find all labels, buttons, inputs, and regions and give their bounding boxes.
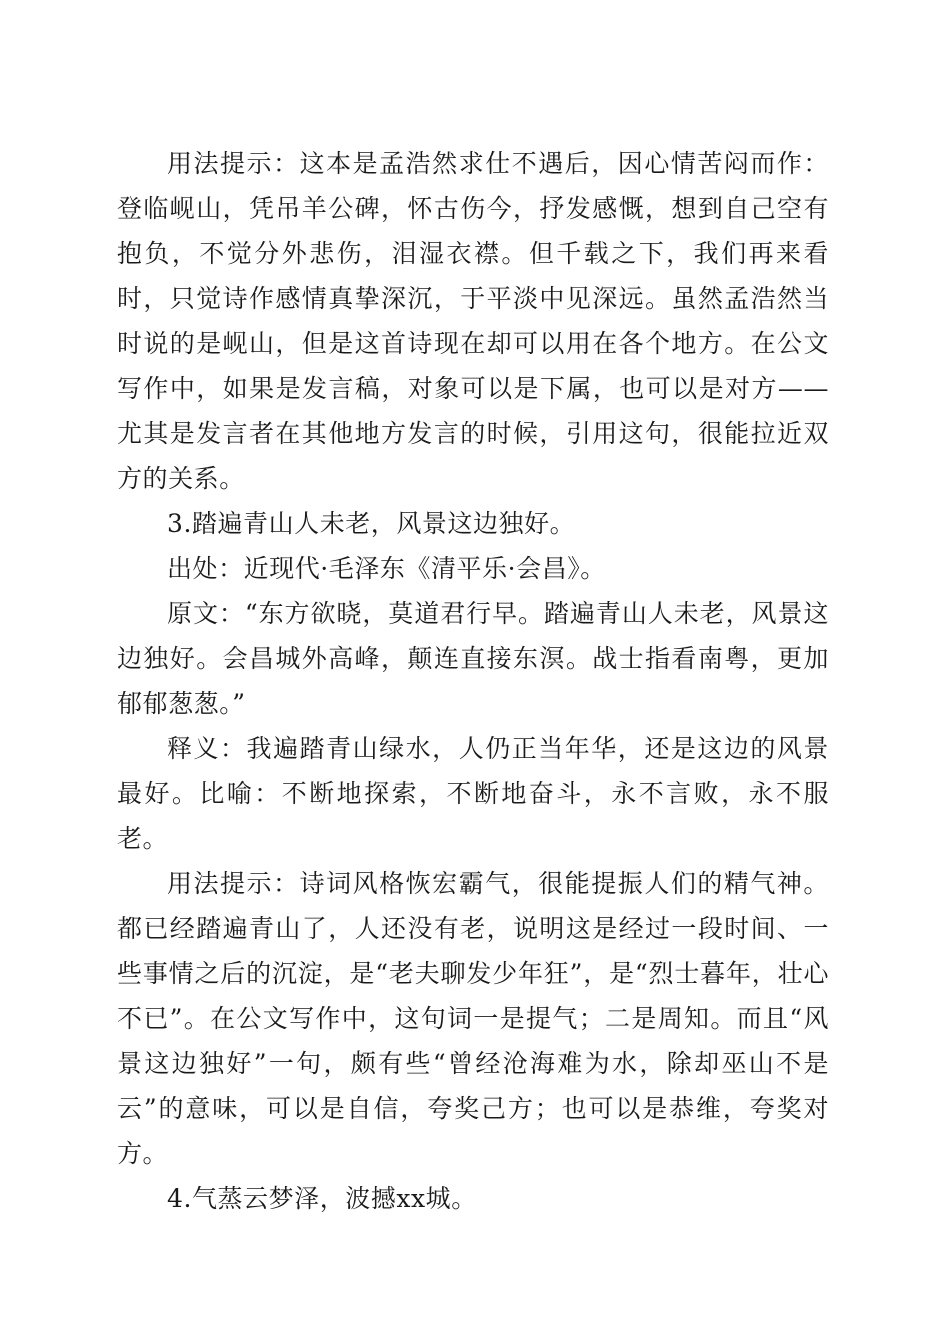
quote-heading-4: 4.气蒸云梦泽，波撼xx城。 xyxy=(167,1184,477,1213)
meaning-paragraph: 释义：我遍踏青山绿水，人仍正当年华，还是这边的风景最好。比喻：不断地探索，不断地奋斗，永不言败，永不服老。 xyxy=(117,734,829,853)
document-body xyxy=(117,141,829,1221)
usage-tip-paragraph-2: 用法提示：诗词风格恢宏霸气，很能提振人们的精气神。都已经踏遍青山了，人还没有老，说明这是经过一段时间、一些事情之后的沉淀，是“老夫聊发少年狂”，是“烈士暮年，壮心不已”。在公文写作中，这句词一是提气；二是周知。而且“风景这边独好”一句，颇有些“曾经沧海难为水，除却巫山不是云”的意味，可以是自信，夸奖己方；也可以是恭维，夸奖对方。 xyxy=(117,869,829,1168)
usage-tip-paragraph-1: 用法提示：这本是孟浩然求仕不遇后，因心情苦闷而作：登临岘山，凭吊羊公碑，怀古伤今，抒发感慨，想到自己空有抱负，不觉分外悲伤，泪湿衣襟。但千载之下，我们再来看时，只觉诗作感情真挚深沉，于平淡中见深远。虽然孟浩然当时说的是岘山，但是这首诗现在却可以用在各个地方。在公文写作中，如果是发言稿，对象可以是下属，也可以是对方——尤其是发言者在其他地方发言的时候，引用这句，很能拉近双方的关系。 xyxy=(117,149,829,493)
source-paragraph: 出处：近现代·毛泽东《清平乐·会昌》。 xyxy=(167,554,606,583)
quote-heading-3: 3.踏遍青山人未老，风景这边独好。 xyxy=(167,509,576,538)
original-text-paragraph: 原文：“东方欲晓，莫道君行早。踏遍青山人未老，风景这边独好。会昌城外高峰，颠连直接东溟。战士指看南粤，更加郁郁葱葱。” xyxy=(117,599,829,718)
